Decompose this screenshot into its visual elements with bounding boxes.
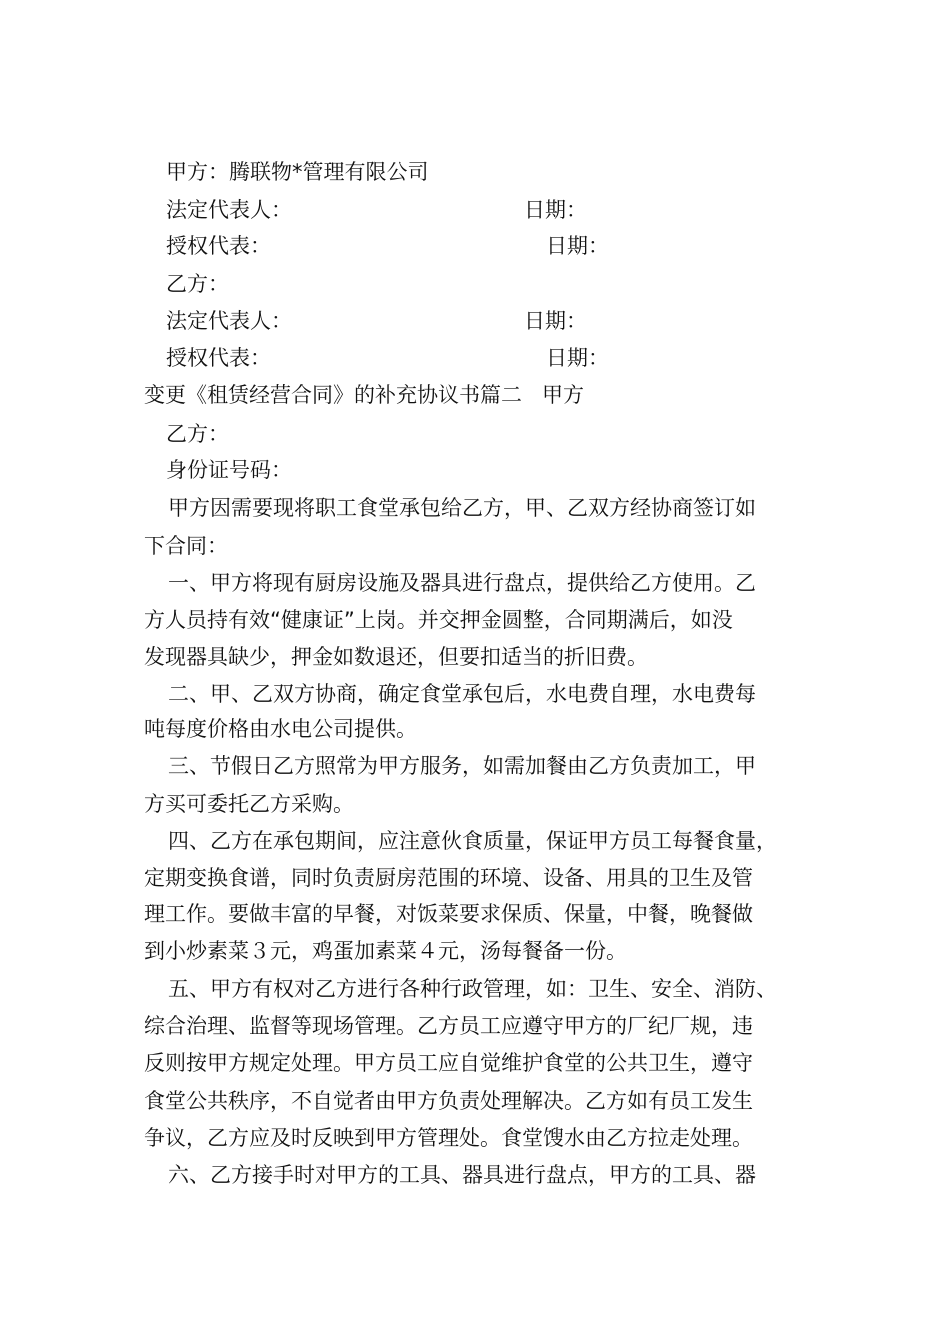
- legal-rep-b-label: 法定代表人：: [166, 309, 292, 333]
- body-line: 方人员持有效“健康证”上岗。并交押金圆整，合同期满后，如没: [144, 608, 733, 632]
- body-line: 反则按甲方规定处理。甲方员工应自觉维护食堂的公共卫生，遵守: [144, 1051, 753, 1075]
- body-line: 吨每度价格由水电公司提供。: [144, 717, 417, 741]
- body-line: 四、乙方在承包期间，应注意伙食质量，保证甲方员工每餐食量，: [168, 829, 777, 853]
- body-line: 理工作。要做丰富的早餐，对饭菜要求保质、保量，中餐，晚餐做: [144, 902, 753, 926]
- agreement-title-line: 变更《租赁经营合同》的补充协议书篇二 甲方: [144, 383, 585, 407]
- body-line: 定期变换食谱，同时负责厨房范围的环境、设备、用具的卫生及管: [144, 866, 753, 890]
- body-line: 一、甲方将现有厨房设施及器具进行盘点，提供给乙方使用。乙: [168, 571, 756, 595]
- date-label: 日期：: [524, 309, 587, 333]
- body-line: 到小炒素菜３元，鸡蛋加素菜４元，汤每餐备一份。: [144, 939, 627, 963]
- party-b-label: 乙方：: [166, 272, 229, 296]
- date-label: 日期：: [546, 346, 609, 370]
- party-a-line: 甲方：腾联物*管理有限公司: [166, 160, 429, 184]
- date-label: 日期：: [524, 198, 587, 222]
- body-line: 三、节假日乙方照常为甲方服务，如需加餐由乙方负责加工，甲: [168, 754, 756, 778]
- body-line: 方买可委托乙方采购。: [144, 792, 354, 816]
- auth-rep-a-label: 授权代表：: [166, 234, 271, 258]
- body-line: 六、乙方接手时对甲方的工具、器具进行盘点，甲方的工具、器: [168, 1163, 756, 1187]
- body-line: 甲方因需要现将职工食堂承包给乙方，甲、乙双方经协商签订如: [168, 496, 756, 520]
- legal-rep-a-label: 法定代表人：: [166, 198, 292, 222]
- body-line: 二、甲、乙双方协商，确定食堂承包后，水电费自理，水电费每: [168, 682, 756, 706]
- body-line: 发现器具缺少，押金如数退还，但要扣适当的折旧费。: [144, 645, 648, 669]
- body-line: 五、甲方有权对乙方进行各种行政管理，如：卫生、安全、消防、: [168, 977, 777, 1001]
- id-number-label: 身份证号码：: [166, 458, 292, 482]
- body-line: 争议，乙方应及时反映到甲方管理处。食堂馊水由乙方拉走处理。: [144, 1126, 753, 1150]
- body-line: 综合治理、监督等现场管理。乙方员工应遵守甲方的厂纪厂规，违: [144, 1014, 753, 1038]
- party-b-label: 乙方：: [166, 422, 229, 446]
- body-line: 下合同：: [144, 534, 228, 558]
- body-line: 食堂公共秩序，不自觉者由甲方负责处理解决。乙方如有员工发生: [144, 1089, 753, 1113]
- auth-rep-b-label: 授权代表：: [166, 346, 271, 370]
- date-label: 日期：: [546, 234, 609, 258]
